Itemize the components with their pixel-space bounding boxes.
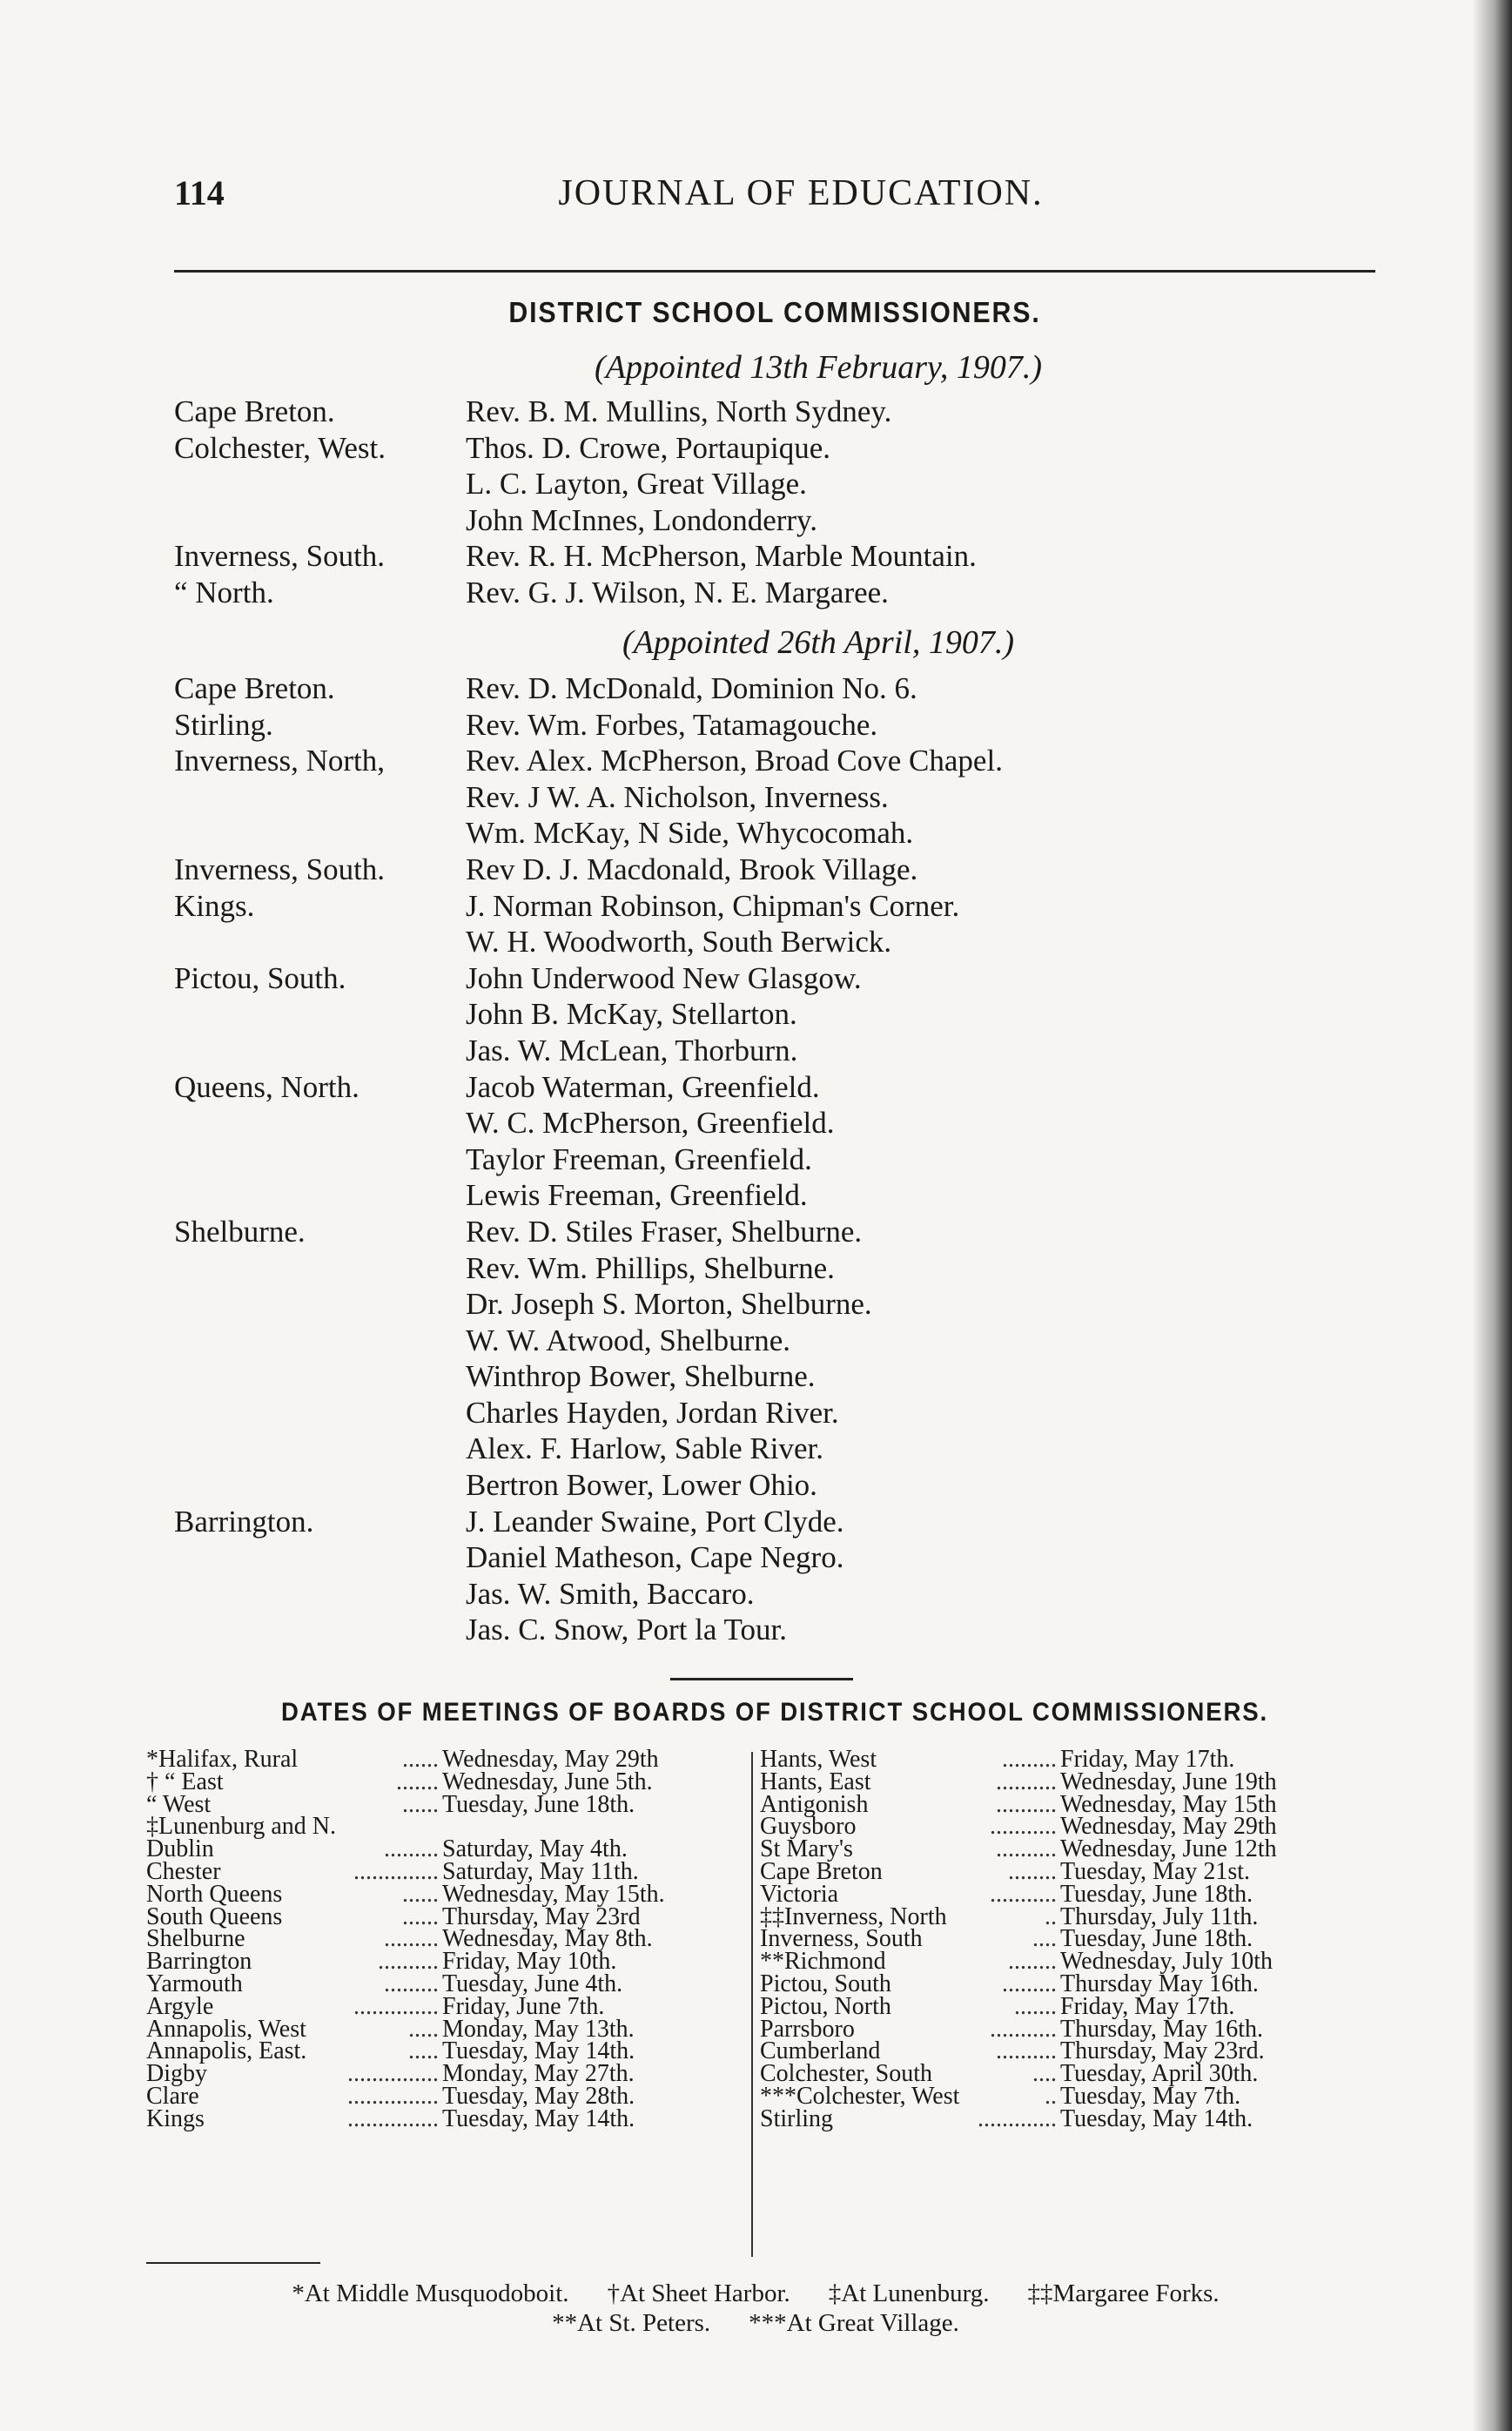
district-label: Cape Breton. [174,671,335,705]
commissioner-name: Rev. R. H. McPherson, Marble Mountain. [466,539,977,574]
leader-dots: ......... [1002,1748,1057,1771]
leader-dots: ........ [1008,1860,1057,1883]
meeting-place: Dublin [146,1835,214,1863]
meeting-place: **Richmond [760,1948,886,1976]
meeting-row [146,2082,747,2110]
meeting-place: † “ East [146,1768,224,1795]
meeting-place: Guysboro [760,1813,857,1841]
commissioner-list-april [174,670,1375,1648]
meeting-place: ‡Lunenburg and N. [146,1813,336,1841]
meeting-row [760,1880,1369,1908]
commissioner-row [174,1105,1375,1141]
commissioner-row [174,1250,1375,1287]
page-edge-shadow [1472,0,1512,2431]
meeting-place: ***Colchester, West [760,2082,960,2110]
leader-dots: .......... [996,2040,1057,2064]
leader-dots: ......... [384,1928,439,1951]
leader-dots: ............. [978,2107,1057,2131]
meeting-place: Chester [146,1857,221,1885]
meeting-date: Monday, May 13th. [442,2015,635,2043]
commissioner-name: Rev. J W. A. Nicholson, Inverness. [466,779,889,814]
commissioner-name: John B. McKay, Stellarton. [466,997,797,1032]
leader-dots: .............. [353,1995,439,2018]
commissioner-name: Charles Hayden, Jordan River. [466,1395,839,1430]
commissioner-name: Rev. G. J. Wilson, N. E. Margaree. [466,575,889,609]
leader-dots: ....... [1014,1995,1057,2018]
meeting-place: Shelburne [146,1925,245,1953]
commissioner-row [174,1612,1375,1648]
meeting-row [146,2104,747,2132]
leader-dots: .............. [353,1860,439,1883]
meeting-row [760,1768,1369,1795]
commissioner-row [174,852,1375,888]
appointed-note-april: (Appointed 26th April, 1907.) [622,624,1014,661]
district-label: Inverness, North, [174,744,386,778]
leader-dots: ...... [402,1905,439,1929]
meeting-row [146,1992,747,2020]
meeting-date: Tuesday, June 18th. [1060,1880,1253,1908]
commissioner-name: Rev. Wm. Forbes, Tatamagouche. [466,707,878,742]
meeting-date: Wednesday, May 15th. [442,1880,665,1908]
meeting-date: Friday, May 17th. [1060,1992,1235,2020]
commissioner-name: L. C. Layton, Great Village. [466,467,807,502]
meeting-place: Yarmouth [146,1970,243,1997]
commissioner-name: Daniel Matheson, Cape Negro. [466,1540,844,1575]
commissioner-row [174,707,1375,744]
commissioner-name: Rev. B. M. Mullins, North Sydney. [466,394,892,428]
meeting-date: Wednesday, May 15th [1060,1790,1277,1818]
meeting-row [146,1768,747,1795]
commissioner-name: John Underwood New Glasgow. [466,960,862,995]
leader-dots: ......... [384,1972,439,1996]
leader-dots: ...... [402,1748,439,1771]
leader-dots: .... [1032,1928,1057,1951]
page-number: 114 [174,173,225,212]
commissioner-row [174,1539,1375,1576]
meeting-date: Tuesday, May 14th. [1060,2104,1253,2132]
leader-dots: ..... [408,2040,439,2064]
meetings-column-right [760,1748,1369,2131]
district-label: Stirling. [174,707,273,742]
meeting-row [146,1970,747,1997]
commissioner-row [174,1395,1375,1431]
leader-dots: ........... [990,2017,1057,2041]
commissioner-name: Jas. W. McLean, Thorburn. [466,1033,798,1067]
commissioner-name: Rev. D. Stiles Fraser, Shelburne. [466,1214,863,1249]
footnote-item: *At Middle Musquodoboit. [292,2279,569,2307]
commissioner-row [174,743,1375,779]
commissioner-name: Taylor Freeman, Greenfield. [466,1141,812,1176]
meeting-place: Cumberland [760,2037,881,2065]
leader-dots: .......... [378,1950,439,1973]
meeting-place: *Halifax, Rural [146,1746,299,1773]
commissioner-row [174,1214,1375,1250]
commissioner-row [174,996,1375,1033]
footnote-item: ‡‡Margaree Forks. [1027,2279,1220,2307]
meeting-place: Hants, West [760,1746,877,1773]
section-title-meetings: DATES OF MEETINGS OF BOARDS OF DISTRICT SCHOOL COMMISSIONERS. [280,1698,1268,1727]
meeting-date: Saturday, May 4th. [442,1835,628,1863]
meeting-date: Thursday May 16th. [1060,1970,1259,1997]
meeting-date: Tuesday, May 14th. [442,2037,635,2065]
meeting-date: Tuesday, April 30th. [1060,2060,1259,2088]
meeting-place: ‡‡Inverness, North [760,1902,947,1930]
meeting-place: Annapolis, West [146,2015,306,2043]
meeting-date: Wednesday, May 29th [442,1746,659,1773]
meeting-date: Friday, June 7th. [442,1992,605,2020]
leader-dots: .......... [996,1793,1057,1816]
commissioner-name: Thos. D. Crowe, Portaupique. [466,430,830,465]
commissioner-name: J. Norman Robinson, Chipman's Corner. [466,888,960,923]
meeting-row [146,1880,747,1908]
meeting-place: South Queens [146,1902,283,1930]
meeting-row [146,1748,747,1771]
footnote-item: ‡At Lunenburg. [828,2279,990,2307]
leader-dots: .. [1045,1905,1057,1929]
meeting-date: Friday, May 17th. [1060,1746,1235,1773]
commissioner-name: Winthrop Bower, Shelburne. [466,1359,816,1394]
meeting-place: Kings [146,2104,205,2132]
commissioner-name: Jas. W. Smith, Baccaro. [466,1576,755,1611]
district-label: “ North. [174,575,274,609]
meeting-row [760,1857,1369,1885]
commissioner-row [174,394,1375,430]
meeting-date: Wednesday, July 10th [1060,1948,1273,1976]
meeting-row [146,1857,747,1885]
meeting-place: Argyle [146,1992,214,2020]
district-label: Barrington. [174,1504,314,1539]
meeting-date: Tuesday, June 4th. [442,1970,623,1997]
meetings-table [146,1748,1365,2262]
commissioner-row [174,1358,1375,1395]
meeting-date: Friday, May 10th. [442,1948,617,1976]
commissioner-row [174,575,1375,611]
commissioner-row [174,1323,1375,1359]
commissioner-name: Wm. McKay, N Side, Whycocomah. [466,816,914,851]
leader-dots: ............... [347,2107,439,2131]
meeting-date: Wednesday, June 5th. [442,1768,653,1795]
meeting-date: Tuesday, June 18th. [1060,1925,1253,1953]
meeting-place: Parrsboro [760,2015,855,2043]
district-label: Inverness, South. [174,539,386,574]
meeting-place: Barrington [146,1948,252,1976]
footnote-rule [146,2262,320,2264]
commissioner-row [174,779,1375,816]
header-rule [174,270,1375,273]
district-label: Shelburne. [174,1214,306,1249]
meetings-column-left [146,1748,747,2131]
meeting-date: Thursday, May 23rd [442,1902,641,1930]
district-label: Inverness, South. [174,852,386,886]
footnotes-line-2 [146,2309,1365,2338]
meeting-place: Antigonish [760,1790,869,1818]
commissioner-row [174,1141,1375,1178]
commissioner-row [174,1431,1375,1467]
meeting-date: Saturday, May 11th. [442,1857,639,1885]
commissioner-name: Bertron Bower, Lower Ohio. [466,1468,817,1503]
leader-dots: ........... [990,1882,1057,1906]
meeting-place: North Queens [146,1880,283,1908]
journal-title: JOURNAL OF EDUCATION. [558,173,1044,213]
leader-dots: ......... [384,1838,439,1861]
district-label: Colchester, West. [174,430,386,465]
leader-dots: .... [1032,2063,1057,2085]
leader-dots: ......... [1002,1972,1057,1996]
meeting-date: Thursday, July 11th. [1060,1902,1259,1930]
commissioner-name: Rev. Wm. Phillips, Shelburne. [466,1250,835,1285]
commissioner-name: Jas. C. Snow, Port la Tour. [466,1613,787,1647]
leader-dots: ..... [408,2017,439,2041]
meeting-place: Digby [146,2060,207,2088]
section-title-commissioners: DISTRICT SCHOOL COMMISSIONERS. [508,296,1041,328]
district-label: Queens, North. [174,1069,360,1104]
commissioner-row [174,1177,1375,1214]
meeting-row [760,1992,1369,2020]
commissioner-row [174,538,1375,575]
commissioner-row [174,1069,1375,1106]
commissioner-row [174,430,1375,467]
commissioner-name: Jacob Waterman, Greenfield. [466,1069,820,1104]
leader-dots: ...... [402,1793,439,1816]
meeting-date: Thursday, May 16th. [1060,2015,1264,2043]
meeting-place: Inverness, South [760,1925,923,1953]
commissioner-name: W. C. McPherson, Greenfield. [466,1106,835,1141]
section-divider [670,1678,853,1680]
meeting-place: Cape Breton [760,1857,883,1885]
meeting-place: St Mary's [760,1835,853,1863]
meeting-date: Tuesday, May 7th. [1060,2082,1241,2110]
commissioner-name: Rev D. J. Macdonald, Brook Village. [466,852,918,886]
appointed-note-february: (Appointed 13th February, 1907.) [595,349,1042,386]
leader-dots: .......... [996,1770,1057,1794]
commissioner-row [174,960,1375,997]
commissioner-row [174,924,1375,960]
commissioner-name: Rev. D. McDonald, Dominion No. 6. [466,671,917,705]
commissioner-row [174,1504,1375,1540]
commissioner-name: John McInnes, Londonderry. [466,502,818,537]
commissioner-row [174,1033,1375,1069]
leader-dots: .......... [996,1838,1057,1861]
leader-dots: ...... [402,1882,439,1906]
commissioner-name: Rev. Alex. McPherson, Broad Cove Chapel. [466,744,1003,778]
leader-dots: ............... [347,2084,439,2108]
meeting-date: Tuesday, June 18th. [442,1790,635,1818]
meeting-date: Thursday, May 23rd. [1060,2037,1265,2065]
commissioner-row [174,1286,1375,1323]
district-label: Cape Breton. [174,394,335,428]
meeting-place: Pictou, North [760,1992,891,2020]
commissioner-row [174,670,1375,707]
meeting-date: Tuesday, May 28th. [442,2082,635,2110]
meeting-row [760,2082,1369,2110]
commissioner-row [174,502,1375,539]
commissioner-name: J. Leander Swaine, Port Clyde. [466,1504,844,1539]
leader-dots: ........ [1008,1950,1057,1973]
leader-dots: ....... [396,1770,439,1794]
meeting-place: Clare [146,2082,199,2110]
commissioner-name: W. W. Atwood, Shelburne. [466,1323,791,1357]
meeting-place: Colchester, South [760,2060,932,2088]
district-label: Kings. [174,888,255,923]
leader-dots: ........... [990,1815,1057,1839]
commissioner-name: Dr. Joseph S. Morton, Shelburne. [466,1287,872,1322]
commissioner-list-february [174,394,1375,611]
commissioner-row [174,815,1375,852]
meeting-date: Wednesday, June 12th [1060,1835,1277,1863]
meeting-place: “ West [146,1790,212,1818]
meeting-date: Tuesday, May 21st. [1060,1857,1251,1885]
commissioner-row [174,1467,1375,1504]
leader-dots: ............... [347,2063,439,2085]
footnote-item: **At St. Peters. [552,2309,711,2337]
meeting-row [760,2104,1369,2132]
commissioner-row [174,1576,1375,1613]
meeting-place: Hants, East [760,1768,871,1795]
meeting-row [760,1748,1369,1771]
meeting-place: Stirling [760,2104,834,2132]
meeting-date: Monday, May 27th. [442,2060,635,2088]
commissioner-row [174,466,1375,502]
meeting-place: Pictou, South [760,1970,891,1997]
commissioner-name: Lewis Freeman, Greenfield. [466,1178,808,1213]
footnote-item: †At Sheet Harbor. [607,2279,790,2307]
meeting-date: Wednesday, June 19th [1060,1768,1277,1795]
meeting-place: Annapolis, East. [146,2037,307,2065]
meeting-date: Wednesday, May 29th [1060,1813,1277,1841]
meeting-place: Victoria [760,1880,839,1908]
commissioner-name: Alex. F. Harlow, Sable River. [466,1431,823,1466]
meeting-row [760,1970,1369,1997]
meeting-date: Wednesday, May 8th. [442,1925,653,1953]
column-divider [751,1752,753,2257]
footnote-item: ***At Great Village. [749,2309,959,2337]
district-label: Pictou, South. [174,960,346,995]
footnotes-line-1 [146,2279,1365,2308]
commissioner-name: W. H. Woodworth, South Berwick. [466,925,892,960]
commissioner-row [174,888,1375,925]
page-header [174,172,1375,225]
leader-dots: .. [1045,2084,1057,2108]
meeting-date: Tuesday, May 14th. [442,2104,635,2132]
